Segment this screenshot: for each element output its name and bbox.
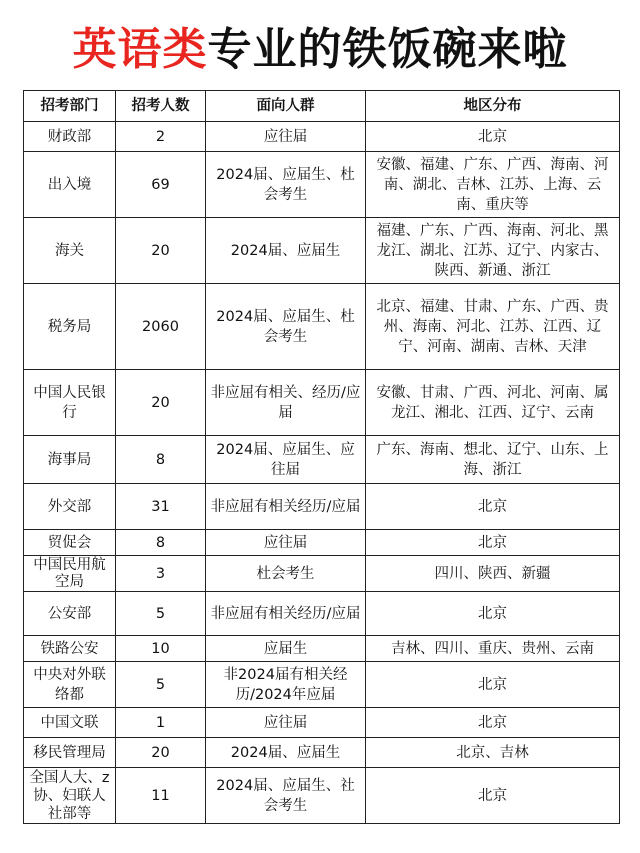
title-highlight: 英语类 (72, 24, 208, 75)
title-rest: 专业的铁饭碗来啦 (207, 24, 568, 75)
cell-target: 非应屈有相关、经历/应届 (206, 370, 366, 436)
table-row (24, 636, 620, 662)
cell-region: 北京 (366, 484, 620, 530)
cell-target: 非应屈有相关经历/应届 (206, 484, 366, 530)
cell-dept: 全国人大、z协、妇联人社部等 (24, 768, 116, 824)
cell-dept: 移民管理局 (24, 738, 116, 768)
cell-region: 四川、陕西、新疆 (366, 556, 620, 592)
cell-region: 安徽、福建、广东、广西、海南、河南、湖北、吉林、江苏、上海、云南、重庆等 (366, 152, 620, 218)
cell-target: 应届生 (206, 636, 366, 662)
table-row (24, 708, 620, 738)
table-row (24, 592, 620, 636)
cell-count: 11 (116, 768, 206, 824)
cell-target: 应往届 (206, 708, 366, 738)
cell-dept: 税务局 (24, 284, 116, 370)
cell-target: 2024届、应届生 (206, 738, 366, 768)
cell-target: 杜会考生 (206, 556, 366, 592)
header-target: 面向人群 (206, 91, 366, 122)
cell-target: 应往届 (206, 530, 366, 556)
cell-region: 北京、福建、甘肃、广东、广西、贵州、海南、河北、江苏、江西、辽宁、河南、湖南、吉林、天津 (366, 284, 620, 370)
recruitment-table (23, 90, 620, 824)
table-row (24, 738, 620, 768)
cell-region: 北京 (366, 768, 620, 824)
cell-count: 8 (116, 436, 206, 484)
table-row (24, 530, 620, 556)
table-row (24, 768, 620, 824)
cell-count: 31 (116, 484, 206, 530)
cell-count: 5 (116, 592, 206, 636)
header-dept: 招考部门 (24, 91, 116, 122)
cell-count: 2060 (116, 284, 206, 370)
cell-dept: 中国文联 (24, 708, 116, 738)
cell-target: 应往届 (206, 122, 366, 152)
cell-count: 10 (116, 636, 206, 662)
cell-count: 5 (116, 662, 206, 708)
table-row (24, 556, 620, 592)
cell-region: 北京 (366, 662, 620, 708)
header-count: 招考人数 (116, 91, 206, 122)
table-row (24, 284, 620, 370)
cell-dept: 海事局 (24, 436, 116, 484)
cell-count: 3 (116, 556, 206, 592)
cell-dept: 中央对外联络都 (24, 662, 116, 708)
cell-region: 福建、广东、广西、海南、河北、黑龙江、湖北、江苏、辽宁、内家古、陕西、新通、浙江 (366, 218, 620, 284)
cell-dept: 财政部 (24, 122, 116, 152)
cell-target: 2024届、应届生 (206, 218, 366, 284)
cell-region: 吉林、四川、重庆、贵州、云南 (366, 636, 620, 662)
cell-target: 2024届、应届生、社会考生 (206, 768, 366, 824)
cell-count: 69 (116, 152, 206, 218)
cell-region: 北京 (366, 530, 620, 556)
cell-region: 北京 (366, 708, 620, 738)
cell-count: 1 (116, 708, 206, 738)
cell-count: 8 (116, 530, 206, 556)
page-title (0, 24, 640, 76)
table-row (24, 152, 620, 218)
table-header-row (24, 91, 620, 122)
cell-dept: 外交部 (24, 484, 116, 530)
table-row (24, 484, 620, 530)
cell-region: 北京 (366, 592, 620, 636)
cell-region: 安徽、甘肃、广西、河北、河南、属龙江、湘北、江西、辽宁、云南 (366, 370, 620, 436)
table-row (24, 436, 620, 484)
cell-count: 20 (116, 218, 206, 284)
cell-target: 2024届、应届生、应往届 (206, 436, 366, 484)
cell-dept: 海关 (24, 218, 116, 284)
cell-dept: 出入境 (24, 152, 116, 218)
cell-target: 2024届、应届生、杜会考生 (206, 284, 366, 370)
cell-count: 2 (116, 122, 206, 152)
header-region: 地区分布 (366, 91, 620, 122)
cell-dept: 铁路公安 (24, 636, 116, 662)
cell-region: 北京、吉林 (366, 738, 620, 768)
cell-count: 20 (116, 370, 206, 436)
cell-count: 20 (116, 738, 206, 768)
cell-region: 北京 (366, 122, 620, 152)
cell-dept: 中国人民银行 (24, 370, 116, 436)
cell-region: 广东、海南、想北、辽宁、山东、上海、浙江 (366, 436, 620, 484)
cell-target: 2024届、应届生、杜会考生 (206, 152, 366, 218)
cell-dept: 公安部 (24, 592, 116, 636)
table-row (24, 370, 620, 436)
table-row (24, 218, 620, 284)
cell-target: 非应屈有相关经历/应届 (206, 592, 366, 636)
cell-target: 非2024届有相关经历/2024年应届 (206, 662, 366, 708)
cell-dept: 贸促会 (24, 530, 116, 556)
cell-dept: 中国民用航空局 (24, 556, 116, 592)
table-row (24, 122, 620, 152)
table-row (24, 662, 620, 708)
